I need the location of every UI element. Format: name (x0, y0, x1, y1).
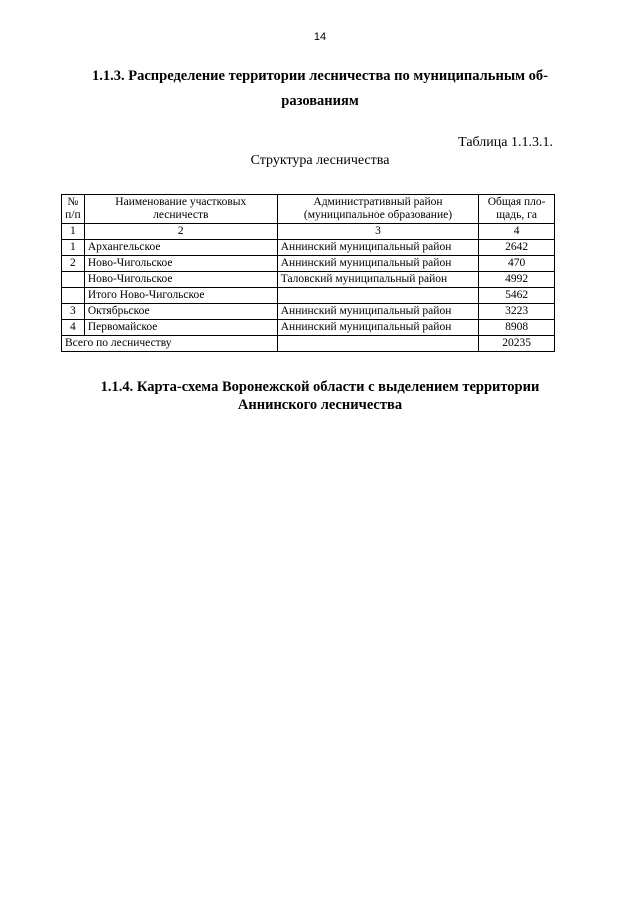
row-number: 2 (62, 256, 85, 272)
row-area: 470 (479, 256, 555, 272)
table-number: Таблица 1.1.3.1. (458, 135, 553, 150)
table-column-numbers-row (62, 224, 555, 240)
row-area: 4992 (479, 272, 555, 288)
column-number: 4 (479, 224, 555, 240)
header-cell-name: Наименование участковых лесничеств (84, 195, 277, 224)
row-area: 2642 (479, 240, 555, 256)
header-cell-number: № п/п (62, 195, 85, 224)
table-row (62, 240, 555, 256)
row-district: Аннинский муниципальный район (277, 240, 479, 256)
row-name: Архангельское (84, 240, 277, 256)
table-header-row (62, 195, 555, 224)
table-row (62, 320, 555, 336)
row-district (277, 288, 479, 304)
column-number: 3 (277, 224, 479, 240)
total-area: 20235 (479, 336, 555, 352)
table-row (62, 304, 555, 320)
table-title: Структура лесничества (250, 153, 390, 168)
row-area: 5462 (479, 288, 555, 304)
section-heading-1-1-3 (70, 64, 570, 114)
row-name: Октябрьское (84, 304, 277, 320)
section-heading-line: Аннинского лесничества (237, 397, 403, 413)
section-heading-line: 1.1.4. Карта-схема Воронежской области с выделением территории (100, 379, 540, 395)
column-number: 2 (84, 224, 277, 240)
row-number (62, 288, 85, 304)
row-district: Аннинский муниципальный район (277, 304, 479, 320)
row-district: Аннинский муниципальный район (277, 320, 479, 336)
forestry-structure-table (61, 194, 555, 352)
table-row (62, 288, 555, 304)
row-number: 3 (62, 304, 85, 320)
row-name: Ново-Чигольское (84, 256, 277, 272)
table-total-row (62, 336, 555, 352)
section-heading-1-1-4 (70, 378, 570, 414)
row-number: 1 (62, 240, 85, 256)
row-number: 4 (62, 320, 85, 336)
row-district: Аннинский муниципальный район (277, 256, 479, 272)
row-name: Итого Ново-Чигольское (84, 288, 277, 304)
page-number: 14 (313, 31, 327, 43)
column-number: 1 (62, 224, 85, 240)
row-name: Первомайское (84, 320, 277, 336)
row-area: 8908 (479, 320, 555, 336)
total-label: Всего по лесничеству (62, 336, 278, 352)
table-row (62, 272, 555, 288)
row-district: Таловский муниципальный район (277, 272, 479, 288)
row-area: 3223 (479, 304, 555, 320)
header-cell-district: Административный район (муниципальное образование) (277, 195, 479, 224)
row-number (62, 272, 85, 288)
table-row (62, 256, 555, 272)
header-cell-area: Общая пло-щадь, га (479, 195, 555, 224)
total-district (277, 336, 479, 352)
row-name: Ново-Чигольское (84, 272, 277, 288)
section-heading-line: разованиям (281, 93, 359, 109)
section-heading-line: 1.1.3. Распределение территории лесничества по муниципальным об- (92, 68, 548, 84)
